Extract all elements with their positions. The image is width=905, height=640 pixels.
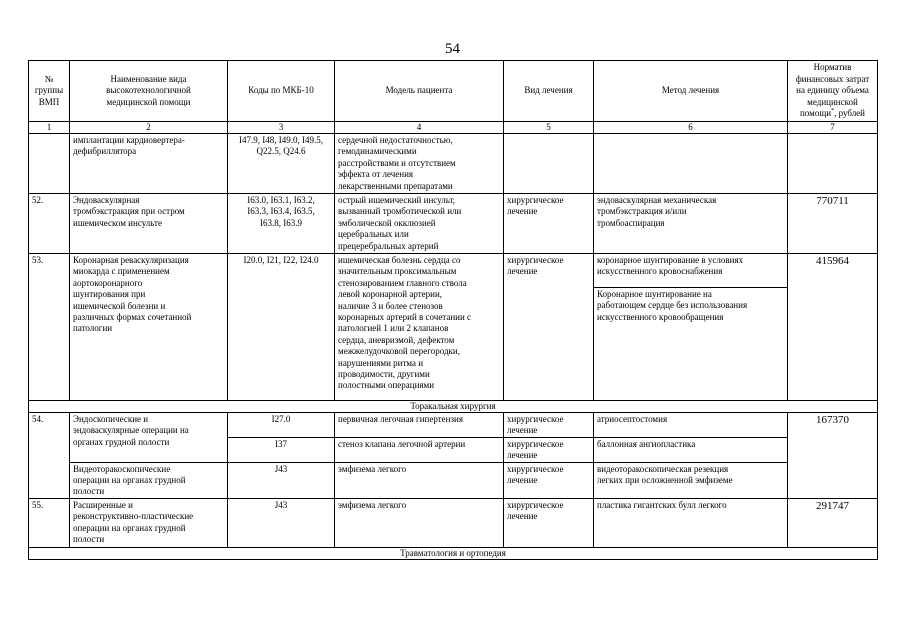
care-type-cell: Эндоскопические и эндоваскулярные операции на органах грудной полости	[70, 413, 228, 463]
table-row-55	[29, 498, 878, 547]
patient-model-cell: первичная легочная гипертензия	[335, 413, 504, 438]
treatment-type-cell: хирургическое лечение	[504, 462, 594, 498]
treatment-type-cell: хирургическое лечение	[504, 254, 594, 401]
page-number: 54	[445, 41, 460, 57]
icd-codes-cell: I37	[228, 437, 335, 462]
treatment-method-cell: атриосептостомия	[594, 413, 788, 438]
header-cost-standard	[788, 61, 878, 122]
header-care-type: Наименование вида высокотехнологичной медицинской помощи	[70, 61, 228, 122]
header-treatment-method: Метод лечения	[594, 61, 788, 122]
cost-cell: 167370	[788, 413, 878, 499]
header-icd-codes: Коды по МКБ-10	[228, 61, 335, 122]
table-row-54-c	[29, 462, 878, 498]
header-treatment-type: Вид лечения	[504, 61, 594, 122]
section-row	[29, 401, 878, 413]
header-cost-main: Норматив финансовых затрат на единицу объема медицинской помощи	[795, 62, 870, 119]
treatment-method-cell	[594, 134, 788, 194]
treatment-method-cell: эндоваскулярная механическая тромбэкстракция и/или тромбоаспирация	[594, 194, 788, 254]
treatment-method-cell: коронарное шунтирование в условиях искусственного кровоснабжения	[594, 254, 788, 288]
treatment-type-cell	[504, 134, 594, 194]
group-number-cell: 54.	[29, 413, 70, 499]
patient-model-cell: эмфизема легкого	[335, 462, 504, 498]
column-number: 3	[228, 122, 335, 134]
footnote-mark: *	[831, 108, 835, 115]
care-type-cell: Эндоваскулярная тромбэкстракция при остром ишемическом инсульте	[70, 194, 228, 254]
column-number: 1	[29, 122, 70, 134]
table-row-continued	[29, 134, 878, 194]
treatment-method-cell: видеоторакоскопическая резекция легких при осложненной эмфиземе	[594, 462, 788, 498]
icd-codes-cell: J43	[228, 498, 335, 547]
patient-model-cell: эмфизема легкого	[335, 498, 504, 547]
header-patient-model: Модель пациента	[335, 61, 504, 122]
group-number-cell: 53.	[29, 254, 70, 401]
treatment-type-cell: хирургическое лечение	[504, 498, 594, 547]
table-row-54	[29, 413, 878, 438]
column-number: 5	[504, 122, 594, 134]
column-number: 2	[70, 122, 228, 134]
treatment-type-cell: хирургическое лечение	[504, 437, 594, 462]
patient-model-cell: сердечной недостаточностью, гемодинамическими расстройствами и отсутствием эффекта от лечения лекарственными препаратами	[335, 134, 504, 194]
icd-codes-cell: I27.0	[228, 413, 335, 438]
treatment-type-cell: хирургическое лечение	[504, 413, 594, 438]
treatment-method-cell: баллонная ангиопластика	[594, 437, 788, 462]
section-row	[29, 547, 878, 559]
patient-model-cell: острый ишемический инсульт, вызванный тромботической или эмболической окклюзией церебральных или прецеребральных артерий	[335, 194, 504, 254]
icd-codes-cell: I47.9, I48, I49.0, I49.5, Q22.5, Q24.6	[228, 134, 335, 194]
patient-model-cell: стеноз клапана легочной артерии	[335, 437, 504, 462]
icd-codes-cell: I63.0, I63.1, I63.2, I63.3, I63.4, I63.5, I63.8, I63.9	[228, 194, 335, 254]
column-number: 7	[788, 122, 878, 134]
table-header-row	[29, 61, 878, 122]
icd-codes-cell: J43	[228, 462, 335, 498]
column-number: 6	[594, 122, 788, 134]
group-number-cell	[29, 134, 70, 194]
treatment-method-cell: Коронарное шунтирование на работающем сердце без использования искусственного кровообращения	[594, 288, 788, 401]
patient-model-cell: ишемическая болезнь сердца со значительным проксимальным стенозированием главного ствола левой коронарной артерии, наличие 3 и более стенозов коронарных артерий в сочетании с патологией 1 или 2 клапанов сердца, аневризмой, дефектом межжелудочковой перегородки, нарушениями ритма и проводимости, другими полостными операциями	[335, 254, 504, 401]
cost-cell: 291747	[788, 498, 878, 547]
header-group-number: № группы ВМП	[29, 61, 70, 122]
column-number: 4	[335, 122, 504, 134]
icd-codes-cell: I20.0, I21, I22, I24.0	[228, 254, 335, 401]
header-cost-tail: , рублей	[834, 108, 865, 119]
cost-cell: 770711	[788, 194, 878, 254]
section-title-thoracic: Торакальная хирургия	[29, 401, 878, 413]
care-type-cell: Видеоторакоскопические операции на органах грудной полости	[70, 462, 228, 498]
care-type-cell: Расширенные и реконструктивно-пластические операции на органах грудной полости	[70, 498, 228, 547]
group-number-cell: 55.	[29, 498, 70, 547]
cost-cell: 415964	[788, 254, 878, 401]
treatment-type-cell: хирургическое лечение	[504, 194, 594, 254]
vmp-table	[28, 60, 878, 560]
group-number-cell: 52.	[29, 194, 70, 254]
table-row-53	[29, 254, 878, 288]
care-type-cell: имплантации кардиовертера- дефибриллятора	[70, 134, 228, 194]
care-type-cell: Коронарная реваскуляризация миокарда с применением аортокоронарного шунтирования при ишемической болезни и различных формах сочетанной патологии	[70, 254, 228, 401]
treatment-method-cell: пластика гигантских булл легкого	[594, 498, 788, 547]
cost-cell	[788, 134, 878, 194]
column-numbers-row	[29, 122, 878, 134]
section-title-trauma: Травматология и ортопедия	[29, 547, 878, 559]
table-row-52	[29, 194, 878, 254]
